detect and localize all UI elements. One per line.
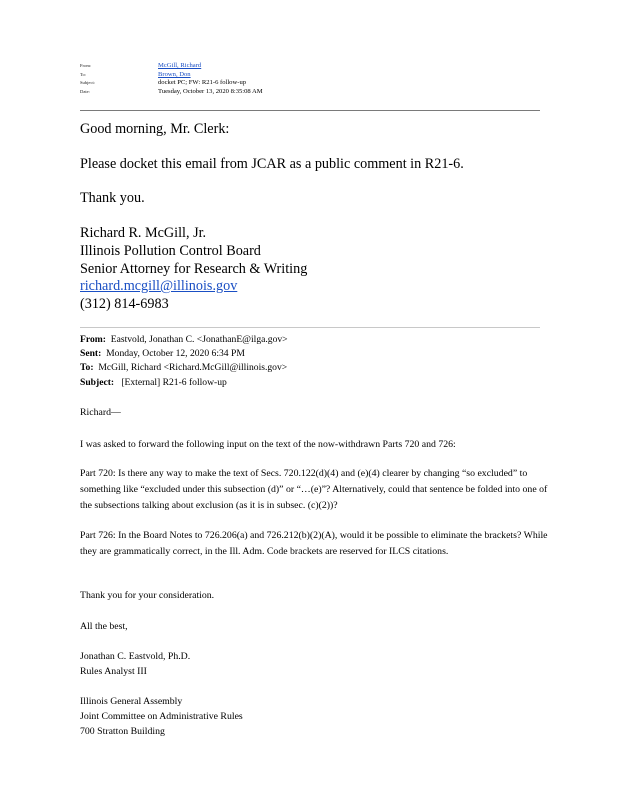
sig-email-link[interactable]: richard.mcgill@illinois.gov [80,278,238,294]
header-divider [80,110,540,111]
greeting: Good morning, Mr. Clerk: [80,121,230,137]
fwd-subject-line [80,376,227,390]
forward-divider [80,327,540,328]
fwd-sent-line [80,347,245,361]
sig-org: Illinois Pollution Control Board [80,243,261,259]
header-to-link[interactable]: Brown, Don [158,70,191,78]
header-subject-row [80,79,540,88]
fwd-subject-value: [External] R21-6 follow-up [121,377,227,388]
sender-org-1: Illinois General Assembly [80,696,183,707]
header-date-value: Tuesday, October 13, 2020 8:35:08 AM [158,87,263,95]
thanks: Thank you. [80,190,145,206]
body-paragraph-4: Thank you for your consideration. [80,590,215,601]
sender-address: 700 Stratton Building [80,726,165,737]
email-header [80,62,540,96]
header-date-label: Date: [80,88,90,94]
header-to-label: To: [80,71,87,77]
header-from-link[interactable]: McGill, Richard [158,62,202,69]
body-closing: All the best, [80,621,128,632]
fwd-sent-label: Sent: [80,348,102,359]
sig-name: Richard R. McGill, Jr. [80,225,207,241]
header-date-row [80,88,540,97]
body-salutation: Richard— [80,407,121,418]
header-subject-value: docket PC; FW: R21-6 follow-up [158,79,247,87]
header-to-row [80,71,540,80]
body-paragraph-2: Part 720: Is there any way to make the text of Secs. 720.122(d)(4) and (e)(4) clearer by changing “so excluded” to something like “excluded under this subsection (d)” or “…(e)”? Alternatively, could that sentence be folded into one of the subsections talking about exclusion (as it is in subsec. (c)(2))? [80,468,548,511]
fwd-from-value: Eastvold, Jonathan C. <JonathanE@ilga.gov> [110,334,288,345]
body-paragraph-3: Part 726: In the Board Notes to 726.206(a) and 726.212(b)(2)(A), would it be possible to eliminate the brackets? While they are grammatically correct, in the Ill. Adm. Code brackets are reserved for ILCS citations. [80,530,548,557]
fwd-sent-value: Monday, October 12, 2020 6:34 PM [106,348,245,359]
sig-phone: (312) 814-6983 [80,296,169,312]
body-paragraph-1: I was asked to forward the following input on the text of the now-withdrawn Parts 720 and 726: [80,439,456,450]
sender-org-2: Joint Committee on Administrative Rules [80,711,243,722]
fwd-to-label: To: [80,362,94,373]
fwd-subject-label: Subject: [80,377,115,388]
docket-request: Please docket this email from JCAR as a public comment in R21-6. [80,156,464,172]
header-subject-label: Subject: [80,80,96,86]
sig-title: Senior Attorney for Research & Writing [80,261,308,277]
fwd-to-line [80,361,287,375]
fwd-to-value: McGill, Richard <Richard.McGill@illinois.gov> [98,362,288,373]
fwd-from-line [80,333,288,347]
header-from-row [80,62,540,71]
sender-title: Rules Analyst III [80,666,147,677]
fwd-from-label: From: [80,334,106,345]
sender-name: Jonathan C. Eastvold, Ph.D. [80,651,191,662]
header-from-label: From: [80,63,92,68]
